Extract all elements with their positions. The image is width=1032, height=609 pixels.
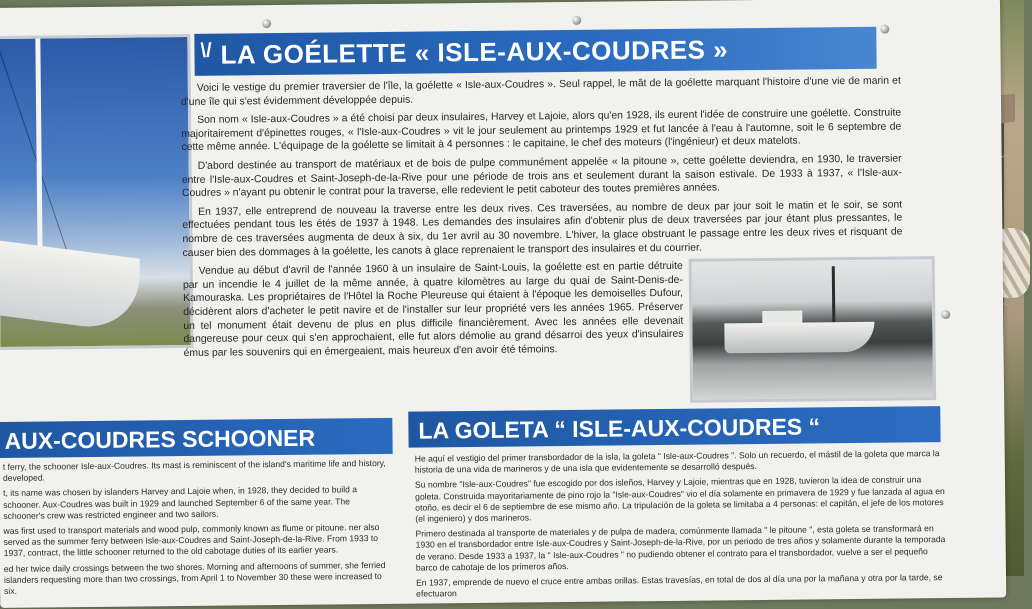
fr-paragraph: Voici le vestige du premier traversier de l'île, la goélette « Isle-aux-Coudres ». Seul rappel, le mât de la goélette marquant l'histoire d'une vie de marin et d'une île qui s'est évidemment développée depuis. — [180, 75, 901, 108]
fr-paragraph: Vendue au début d'avril de l'année 1960 à un insulaire de Saint-Louis, la goélette est en partie détruite par un incendie le 4 juillet de la même année, à quatre kilomètres au large du quai de Saint-Denis-de-Kamouraska. Les propriétaires de l'Hôtel la Roche Pleureuse qui étaient à l'époque les demoiselles Dufour, décidèrent alors d'acheter le petit navire et de l'installer sur leur propriété vers les années 1965. Préserver un tel monument était devenu de plus en plus difficile financièrement. Avec les années elle devenait dangereuse pour ceux qui s'en approchaient, elle fut alors démolie au grand désarroi des yeux d'insulaires émus par les souvenirs qui en émergeaient, mais heureux d'en avoir été témoins. — [182, 260, 684, 359]
english-title: AUX-COUDRES SCHOONER — [4, 424, 316, 454]
screw-icon — [262, 19, 271, 28]
english-title-banner — [0, 418, 393, 458]
fr-paragraph: Son nom « Isle-aux-Coudres » a été choisi par deux insulaires, Harvey et Lajoie, alors qu'en 1928, ils eurent l'idée de construire une goélette. Construite majoritairement d'épinettes rouges, « l'Isle-aux-Coudres » vit le jour seulement au printemps 1929 et fut lancée à l'eau à l'automne, soit le 6 septembre de cette même année. L'équipage de la goélette se limitait à 4 personnes : le capitaine, le chef des moteurs (l'ingénieur) et deux matelots. — [181, 107, 902, 154]
screw-icon — [880, 25, 889, 34]
historic-photo — [689, 256, 936, 403]
screw-icon — [572, 16, 581, 25]
es-paragraph: Primero destinada al transporte de materiales y de pulpa de madera, comúnmente llamada " le pitoune ", esta goleta se transformará en 1930 en el transbordador entre Isle-aux-Coudres y Saint-Joseph-de-la-Rive, por un periodo de tres años y solamente durante la temporada de verano. Desde 1933 a 1937, la " Isle-aux-Coudres " no pudiendo obtener el contrato para el transbordador, vuelve a ser el pequeño barco de cabotaje de los primeros años. — [415, 523, 946, 573]
fr-paragraph: D'abord destinée au transport de matériaux et de bois de pulpe communément appelée « la pitoune », cette goélette deviendra, en 1930, le traversier entre l'Isle-aux-Coudres et Saint-Joseph-de-la-Rive pour une période de trois ans et seulement durant la saison estivale. De 1933 à 1937, « l'Isle-aux-Coudres » n'ayant pu obtenir le contrat pour la traverse, elle redevient le petit caboteur des toutes premières années. — [181, 153, 902, 200]
schooner-photo — [0, 34, 194, 350]
en-paragraph: t, its name was chosen by islanders Harvey and Lajoie when, in 1928, they decided to build a schooner. Aux-Coudres was built in 1929 and launched September 6 of the same year. The schooner's crew was restricted engineer and two sailors. — [3, 484, 358, 521]
english-text — [3, 458, 390, 601]
en-paragraph: t ferry, the schooner Isle-aux-Coudres. Its mast is reminiscent of the island's maritime life and history, developed. — [2, 457, 386, 484]
spanish-title-banner — [408, 406, 940, 448]
es-paragraph: Su nombre "Isle-aux-Coudres" fue escogido por dos isleños, Harvey y Lajoie, mientras que en 1928, tuvieron la idea de construir una goleta. Construida mayoritariamente de pino rojo la "Isle-aux-Coudres" vio el día solamente en primavera de 1929 y fue lanzada al agua en otoño, es decir el 6 de septiembre de ese mismo año. La tripulación de la goleta se limitaba a 4 personas: el capitán, el jefe de los motores (el ingeniero) y dos marineros. — [414, 474, 945, 524]
screw-icon — [941, 310, 950, 319]
spanish-title: LA GOLETA “ ISLE-AUX-COUDRES “ — [418, 413, 821, 444]
es-paragraph: En 1937, emprende de nuevo el cruce entre ambas orillas. Estas travesías, en total de dos al día una por la mañana y otra por la tarde, se efectuaron — [415, 572, 943, 599]
fr-paragraph: En 1937, elle entreprend de nouveau la traverse entre les deux rives. Ces traversées, au nombre de deux par jour soit le matin et le soir, se sont effectuées pendant tous les étés de 1937 à 1948. Les demandes des insulaires afin d'obtenir plus de deux traversées par jour étant plus pressantes, le nombre de ces traversées augmenta de deux à six, du 1er avril au 30 novembre. L'hiver, la glace obstruant le passage entre les deux rives et risquant de causer bien des dommages à la goélette, les canots à glace reprenaient le transport des insulaires et du courrier. — [182, 199, 903, 259]
en-paragraph: was first used to transport materials and wood pulp, commonly known as flume or pitoune. ner also served as the summer ferry between Isle-aux-Coudres and Saint-Joseph-de-la-Rive. From 1933 to 1937, contract, the little schooner returned to the old cabotage duties of its earlier years. — [3, 522, 380, 559]
title-mark: \/ — [200, 39, 212, 62]
page-title: LA GOÉLETTE « ISLE-AUX-COUDRES » — [220, 34, 729, 70]
title-banner — [194, 27, 876, 76]
mast — [832, 266, 836, 326]
spanish-text — [415, 448, 947, 604]
hull — [724, 322, 874, 354]
en-paragraph: ed her twice daily crossings between the two shores. Morning and afternoons of summer, she ferried islanders requesting more than two crossings, from April 1 to November 30 these were increased to six. — [3, 559, 386, 596]
es-paragraph: He aquí el vestigio del primer transbordador de la isla, la goleta " Isle-aux-Coudres ". Solo un recuerdo, el mástil de la goleta que marca la historia de una vida de marineros y de una isla que evidentemente se desarrolló después. — [414, 448, 940, 475]
